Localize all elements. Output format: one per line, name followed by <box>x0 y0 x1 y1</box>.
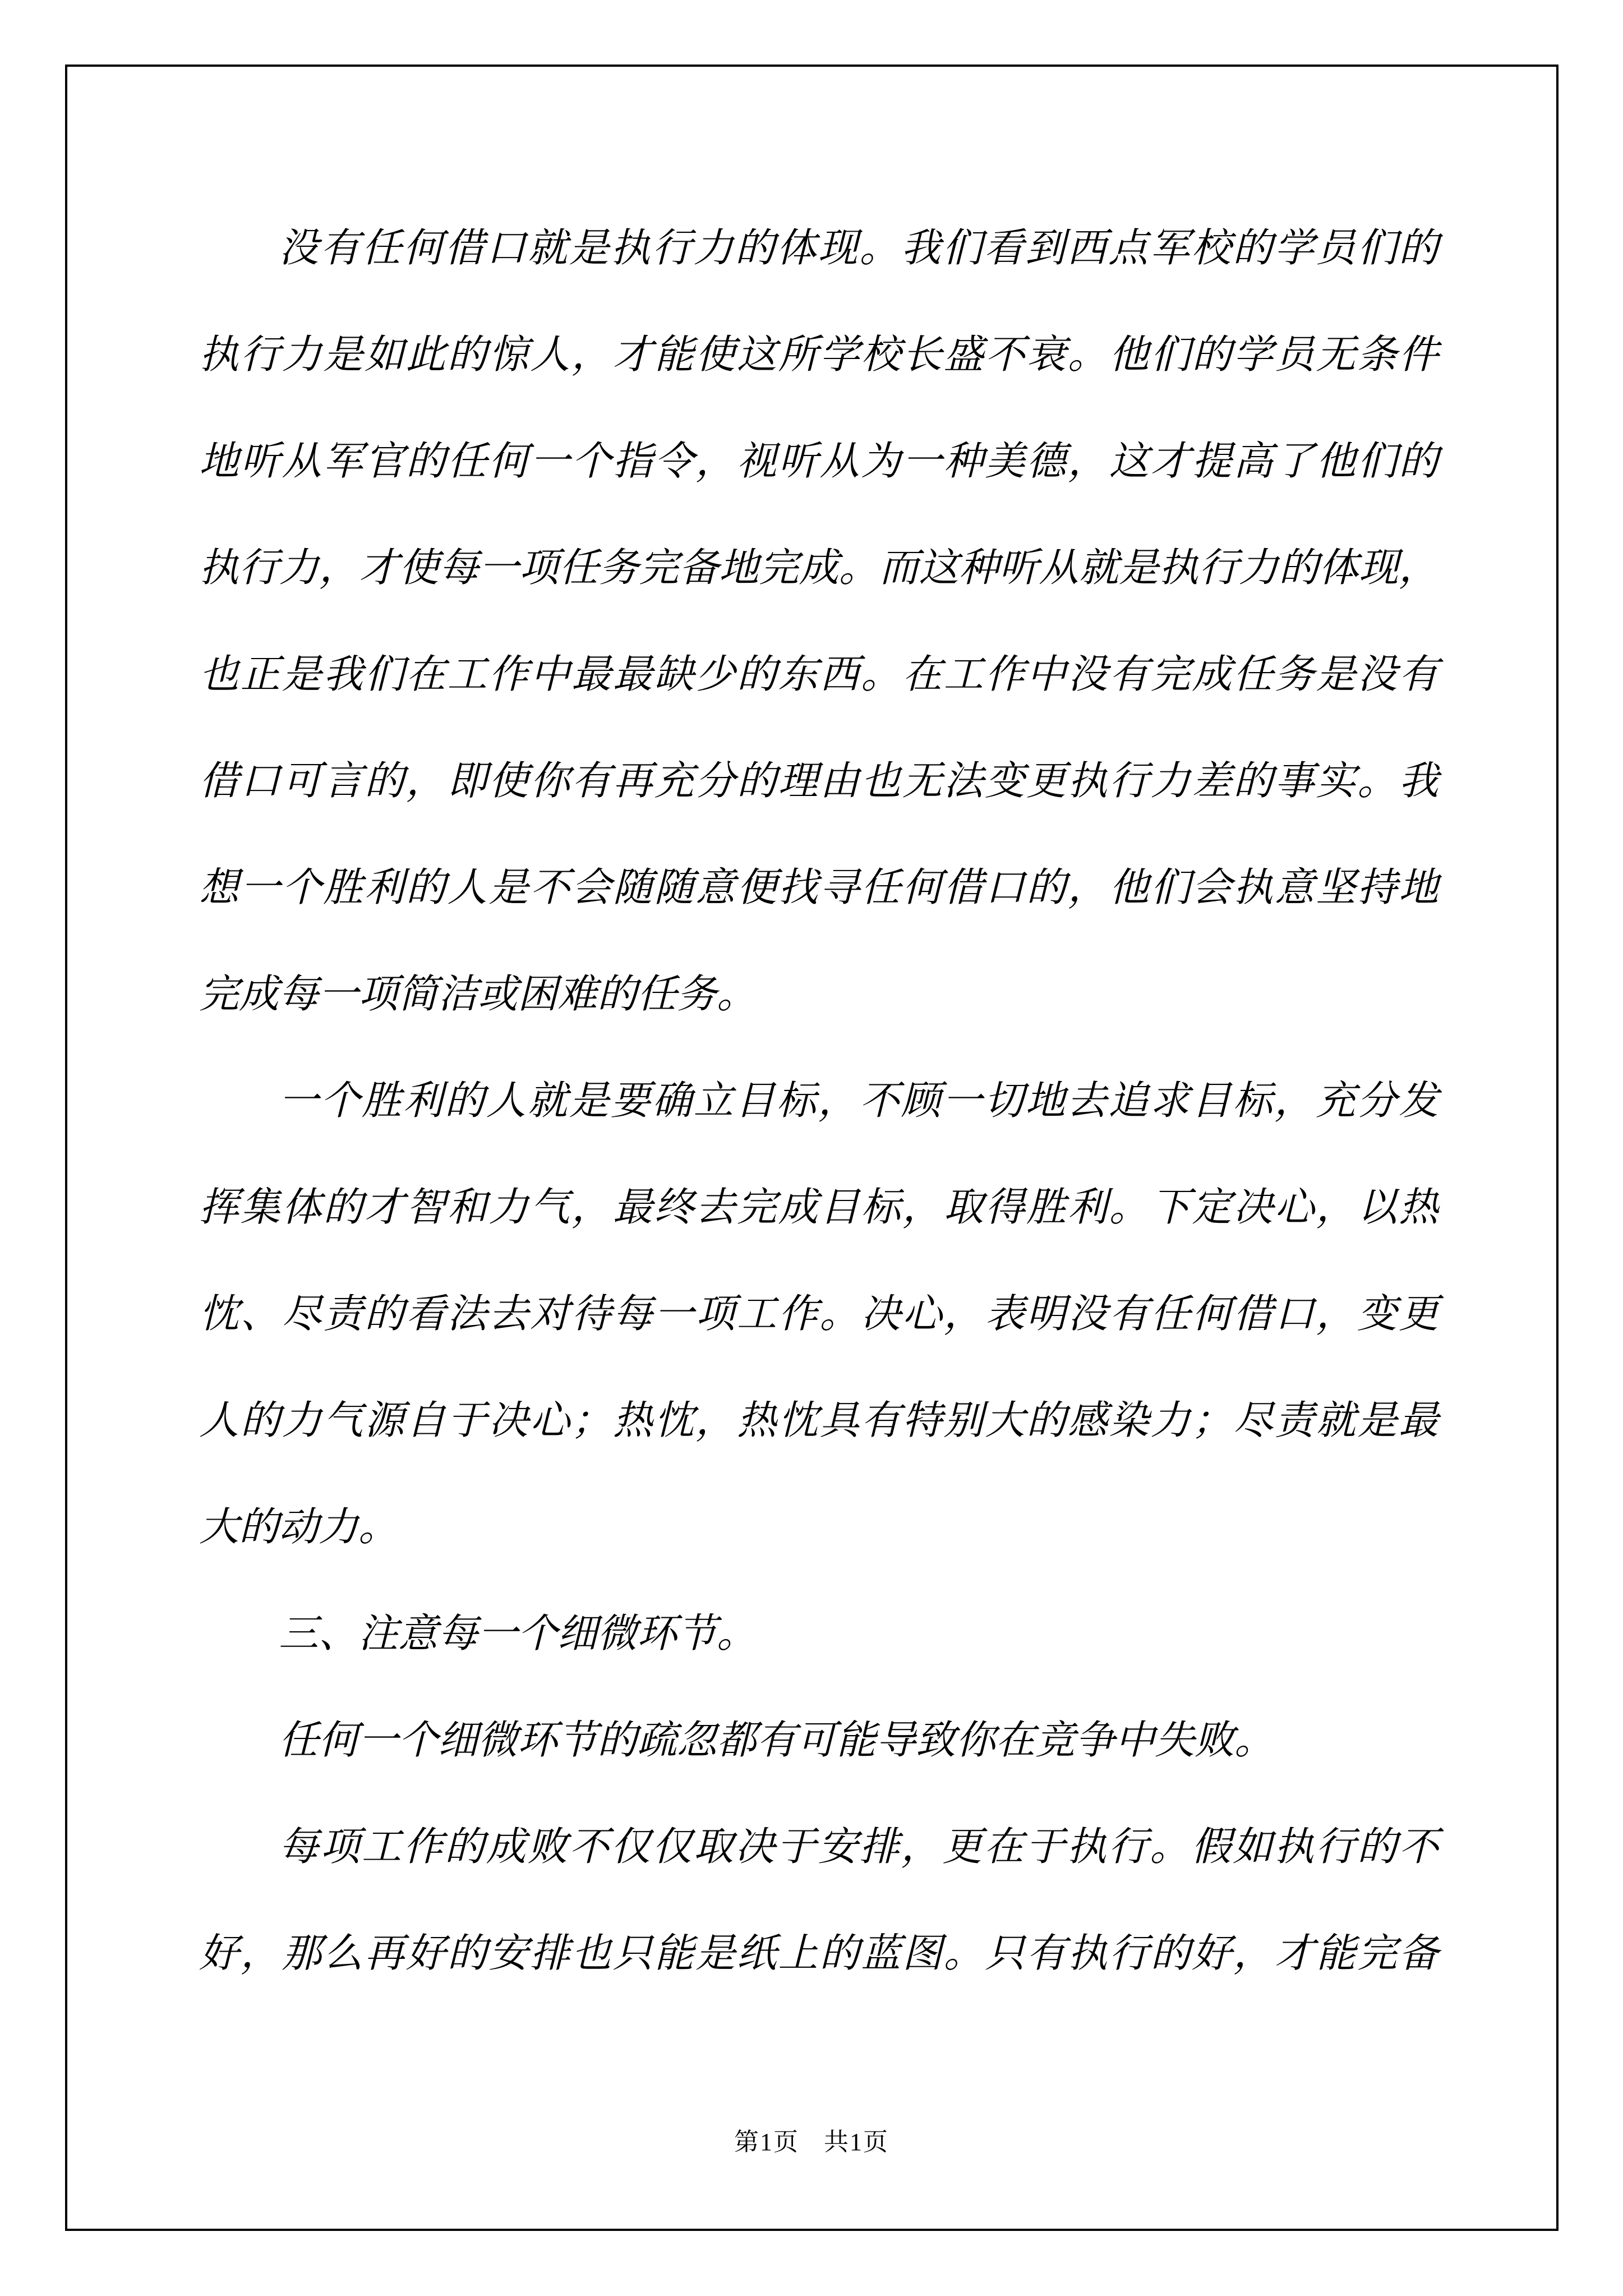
text-line-14: 三、注意每一个细微环节。 <box>279 1612 757 1656</box>
text-line-13: 大的动力。 <box>199 1506 399 1549</box>
text-line-16: 每项工作的成败不仅仅取决于安排，更在于执行。假如执行的不 <box>279 1825 1438 1869</box>
page-number-total: 共1页 <box>824 2128 889 2156</box>
text-line-04: 执行力，才使每一项任务完备地完成。而这种听从就是执行力的体现， <box>199 546 1438 590</box>
text-line-10: 挥集体的才智和力气，最终去完成目标，取得胜利。下定决心，以热 <box>199 1186 1438 1230</box>
text-line-07: 想一个胜利的人是不会随随意便找寻任何借口的，他们会执意坚持地 <box>199 866 1438 910</box>
text-line-17: 好，那么再好的安排也只能是纸上的蓝图。只有执行的好，才能完备 <box>199 1932 1438 1976</box>
text-line-05: 也正是我们在工作中最最缺少的东西。在工作中没有完成任务是没有 <box>199 653 1438 697</box>
text-line-11: 忱、尽责的看法去对待每一项工作。决心，表明没有任何借口，变更 <box>199 1292 1438 1336</box>
document-body <box>199 195 1438 2007</box>
page-number-current: 第1页 <box>734 2128 799 2156</box>
text-line-03: 地听从军官的任何一个指令，视听从为一种美德，这才提高了他们的 <box>199 440 1438 484</box>
text-line-09: 一个胜利的人就是要确立目标，不顾一切地去追求目标，充分发 <box>279 1079 1438 1123</box>
text-line-06: 借口可言的，即使你有再充分的理由也无法变更执行力差的事实。我 <box>199 760 1438 803</box>
page-footer <box>0 2126 1623 2159</box>
text-line-02: 执行力是如此的惊人，才能使这所学校长盛不衰。他们的学员无条件 <box>199 333 1438 377</box>
text-line-15: 任何一个细微环节的疏忽都有可能导致你在竞争中失败。 <box>279 1719 1275 1763</box>
text-line-12: 人的力气源自于决心；热忱，热忱具有特别大的感染力；尽责就是最 <box>199 1399 1438 1443</box>
text-line-01: 没有任何借口就是执行力的体现。我们看到西点军校的学员们的 <box>279 227 1438 270</box>
text-line-08: 完成每一项简洁或困难的任务。 <box>199 973 757 1016</box>
